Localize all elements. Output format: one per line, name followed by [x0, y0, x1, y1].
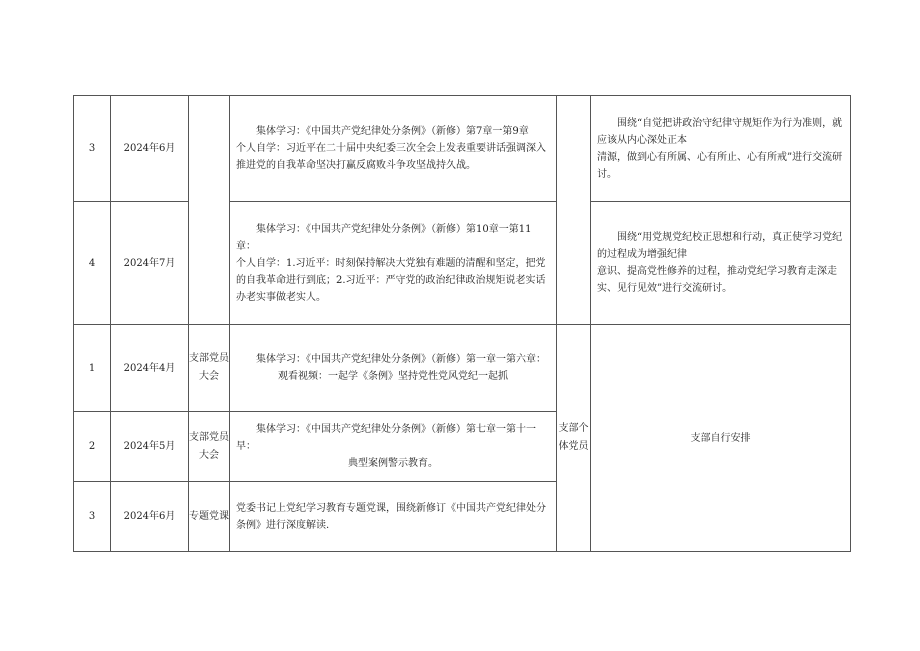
study-form-cell — [189, 96, 230, 325]
content-line: 典型案例警示教育。 — [348, 458, 438, 469]
row-number: 2 — [74, 412, 111, 482]
study-target: 支部个体党员 — [557, 325, 591, 552]
study-content — [230, 96, 557, 202]
row-date: 2024年6月 — [111, 482, 189, 552]
content-line: 集体学习：《中国共产党纪律处分条例》（新修）第七章一第十一早： — [236, 424, 536, 452]
study-content — [230, 412, 557, 482]
row-date: 2024年6月 — [111, 96, 189, 202]
study-content — [230, 482, 557, 552]
content-line: 集体学习：《中国共产党纪律处分条例》（新修）第10章一第11章： — [236, 223, 532, 252]
requirement-line: 围绕“自觉把讲政治守纪律守规矩作为行为准则，就应该从内心深处正本 — [597, 117, 843, 146]
study-content — [230, 325, 557, 412]
requirement-line: 清源，做到心有所属、心有所止、心有所戒”进行交流研讨。 — [597, 151, 843, 180]
study-requirement — [591, 202, 851, 325]
requirement-line: 意识、提高党性修养的过程，推动党纪学习教育走深走实、见行见效”进行交流研讨。 — [597, 266, 837, 294]
row-date: 2024年4月 — [111, 325, 189, 412]
row-number: 4 — [74, 202, 111, 325]
row-number: 3 — [74, 96, 111, 202]
table-row — [74, 325, 851, 412]
row-number: 3 — [74, 482, 111, 552]
table-row — [74, 96, 851, 202]
study-content — [230, 202, 557, 325]
study-requirement: 支部自行安排 — [591, 325, 851, 552]
row-number: 1 — [74, 325, 111, 412]
row-date: 2024年5月 — [111, 412, 189, 482]
content-line: 党委书记上党纪学习教育专题党课，围绕新修订《中国共产党纪律处分条例》进行深度解读. — [236, 502, 546, 531]
row-date: 2024年7月 — [111, 202, 189, 325]
content-line: 集体学习：《中国共产党纪律处分条例》（新修）第7章一第9章 — [256, 126, 529, 137]
content-line: 观看视频：一起学《条例》坚持党性党风党纪一起抓 — [278, 371, 508, 382]
study-schedule-table — [73, 95, 851, 552]
content-line: 个人自学：习近平在二十届中央纪委三次全会上发表重要讲话强调深入推进党的自我革命坚决打赢反腐败斗争攻坚战持久战。 — [236, 143, 546, 171]
study-form: 支部党员大会 — [189, 325, 230, 412]
study-form: 专题党课 — [189, 482, 230, 552]
requirement-line: 围绕“用党规党纪校正思想和行动，真正使学习党纪的过程成为增强纪律 — [597, 232, 843, 260]
study-requirement — [591, 96, 851, 202]
content-line: 集体学习：《中国共产党纪律处分条例》（新修）第一章一第六章： — [256, 354, 546, 365]
study-form: 支部党员大会 — [189, 412, 230, 482]
content-line: 个人自学：1.习近平：时刻保持解决大党独有难题的清醒和坚定，把党的自我革命进行到底；2.习近平：严守党的政治纪律政治规矩说老实话办老实事做老实人。 — [236, 257, 546, 303]
study-target-cell — [557, 96, 591, 325]
